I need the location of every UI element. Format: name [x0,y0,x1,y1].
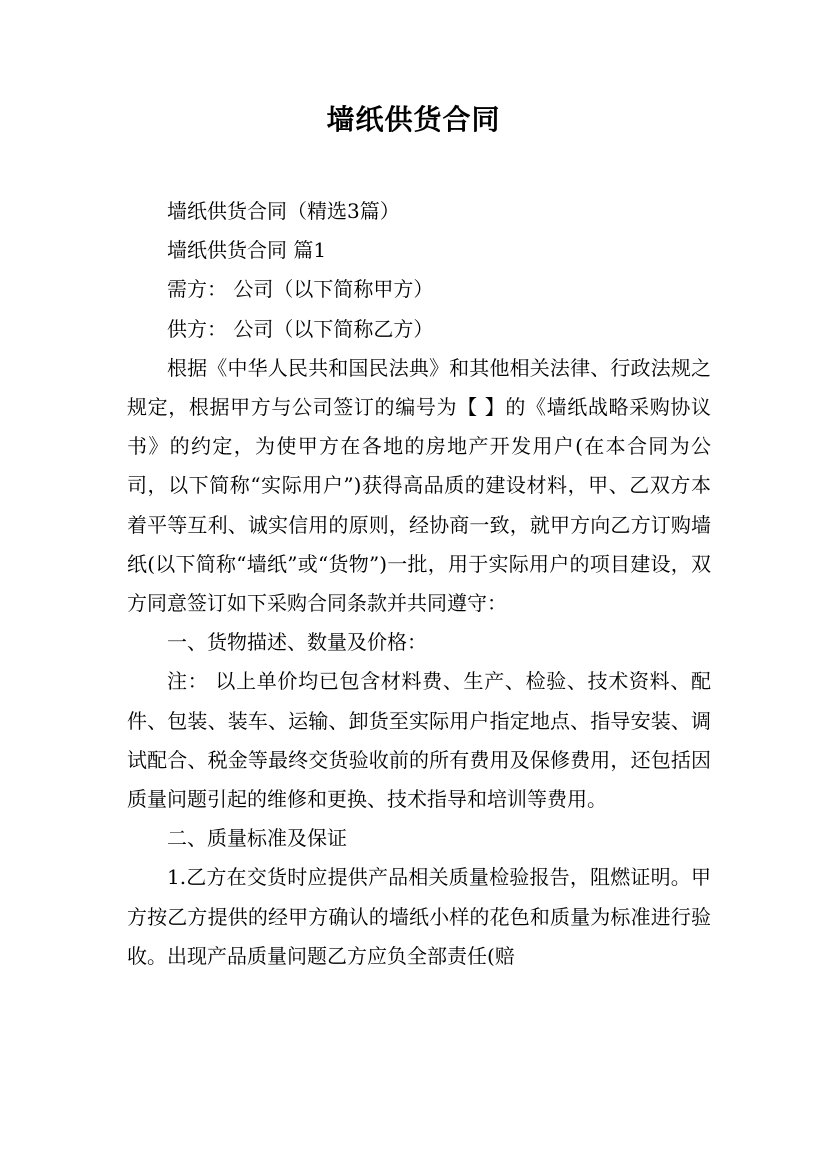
paragraph-heading-quality: 二、质量标准及保证 [167,826,347,851]
paragraph-preamble: 根据《中华人民共和国民法典》和其他相关法律、行政法规之规定，根据甲方与公司签订的编号为【 】的《墙纸战略采购协议书》的约定，为使甲方在各地的房地产开发用户(在本合同为公司，以下简称“实际用户”)获得高品质的建设材料，甲、乙双方本着平等互利、诚实信用的原则，经协商一致，就甲方向乙方订购墙纸(以下简称“墙纸”或“货物”)一批，用于实际用户的项目建设，双方同意签订如下采购合同条款并共同遵守： [127,355,711,616]
paragraph-buyer: 需方： 公司（以下简称甲方） [167,277,434,302]
paragraph-heading-goods: 一、货物描述、数量及价格： [167,630,427,655]
paragraph-subtitle: 墙纸供货合同（精选3篇） [167,199,400,223]
paragraph-supplier: 供方： 公司（以下简称乙方） [167,316,434,341]
paragraph-quality-item-1: 1.乙方在交货时应提供产品相关质量检验报告，阻燃证明。甲方按乙方提供的经甲方确认的墙纸小样的花色和质量为标准进行验收。出现产品质量问题乙方应负全部责任(赔 [127,865,711,968]
document-title: 墙纸供货合同 [326,103,501,136]
document-body [127,192,711,976]
paragraph-section-title: 墙纸供货合同 篇1 [167,238,327,263]
paragraph-note: 注： 以上单价均已包含材料费、生产、检验、技术资料、配件、包装、装车、运输、卸货至实际用户指定地点、指导安装、调试配合、税金等最终交货验收前的所有费用及保修费用，还包括因质量问题引起的维修和更换、技术指导和培训等费用。 [127,669,711,812]
